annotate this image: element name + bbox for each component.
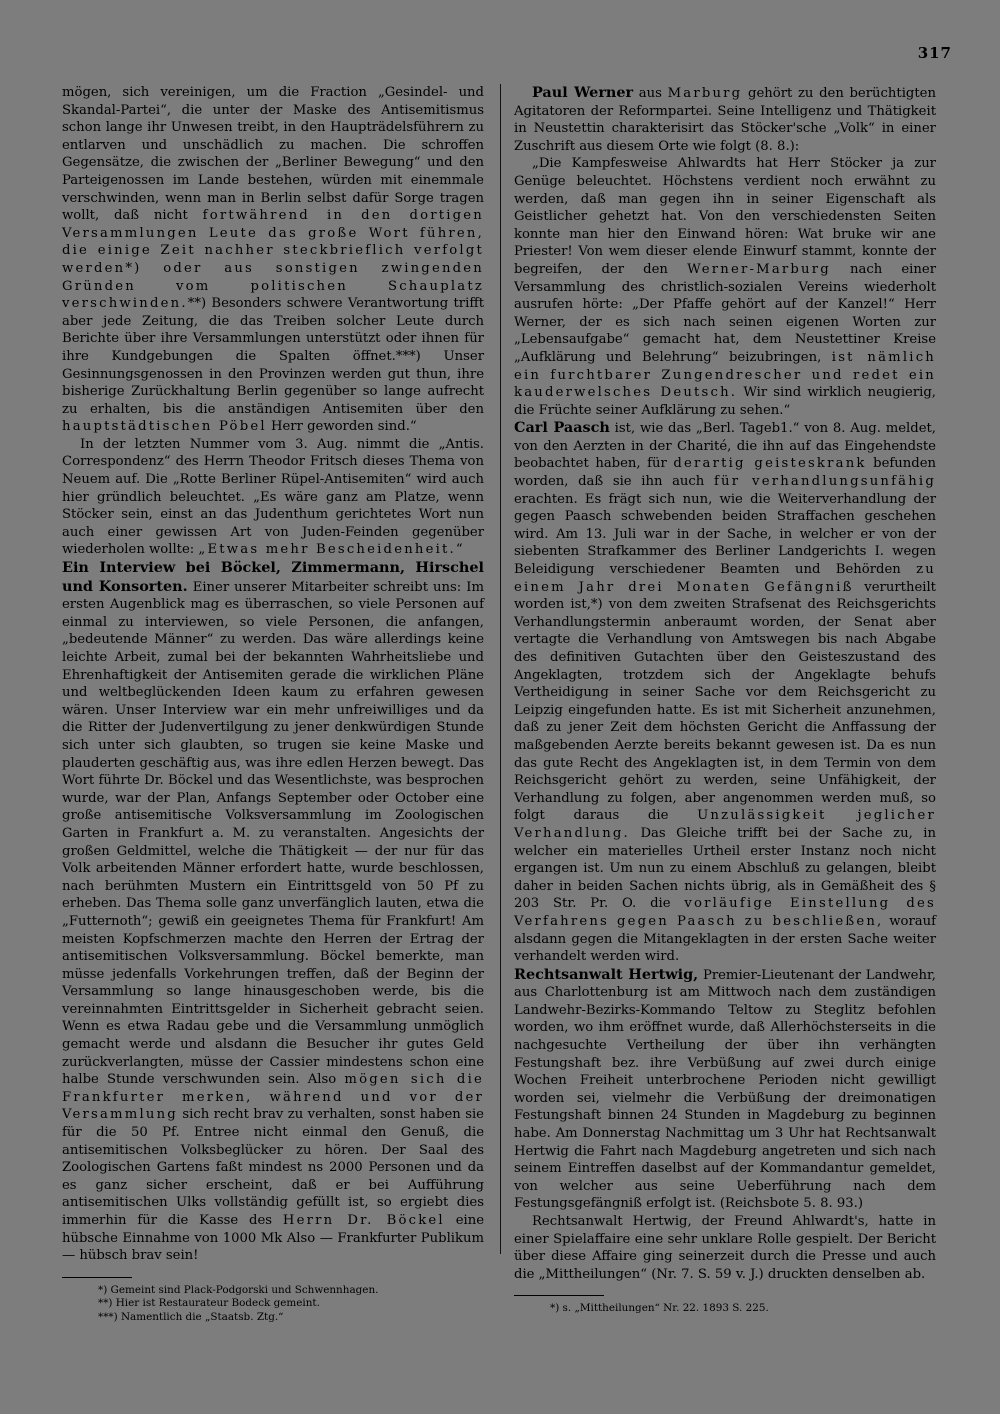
footnote: *) Gemeint sind Plack-Podgorski und Schwennhagen.: [98, 1283, 379, 1296]
column-divider: [500, 84, 501, 1254]
paragraph: mögen, sich vereinigen, um die Fraction „Gesindel- und Skandal-Partei“, die unter der Maske des Antisemitismus schon lange ihr Unwesen treibt, in den Haupträdelsführern zu entlarven und unschädlich zu machen. Die schroffen Gegensätze, die zwischen der „Berliner Bewegung“ und den Parteigenossen im Lande bestehen, würden mit einemmale verschwinden, wenn man in Berlin selbst dafür Sorge tragen wollt, daß nicht fortwährend in den dortigen Versammlungen Leute das große Wort führen, die einige Zeit nachher steckbrieflich verfolgt werden*) oder aus sonstigen zwingenden Gründen vom politischen Schauplatz verschwinden.**) Besonders schwere Verantwortung trifft aber jede Zeitung, die das Treiben solcher Leute durch Berichte über ihre Versammlungen unterstützt oder ihnen für ihre Kundgebungen die Spalten öffnet.***) Unser Gesinnungsgenossen in den Provinzen werden gut thun, ihre bisherige Zurückhaltung Berlin gegenüber so lange aufrecht zu erhalten, bis die anständigen Antisemiten über den hauptstädtischen Pöbel Herr geworden sind.“: [62, 85, 484, 435]
footnote-rule: [62, 1277, 132, 1278]
paragraph: Rechtsanwalt Hertwig, der Freund Ahlwardt's, hatte in einer Spielaffaire eine sehr unklare Rolle gespielt. Der Bericht über diese Affaire ging seinerzeit durch die Presse und auch die „Mittheilungen“ (Nr. 7. S. 59 v. J.) druckten denselben ab.: [514, 1214, 936, 1282]
article-heading: Carl Paasch: [514, 419, 610, 437]
paragraph: Paul Werner aus Marburg gehört zu den berüchtigten Agitatoren der Reformpartei. Seine Intelligenz und Thätigkeit in Neustettin charakterisirt das Stöcker'sche „Volk“ in einer Zuschrift aus diesem Orte wie folgt (8. 8.):: [514, 84, 936, 154]
article-heading: Paul Werner: [532, 84, 634, 101]
paragraph: Ein Interview bei Böckel, Zimmermann, Hirschel und Konsorten. Einer unserer Mitarbeiter schreibt uns: Im ersten Augenblick mag es überraschen, so viele Personen auf einmal zu interviewen, so viele Personen, die anfangen, „bedeutende Männer“ zu werden. Das wäre allerdings keine leichte Arbeit, zumal bei der bekannten Wahrheitsliebe und Ehrenhaftigkeit der Antisemiten gerade die wirklichen Pläne und weltbeglückenden Ideen kaum zu erfahren gewesen wären. Unser Interview war ein mehr unfreiwilliges und da die Ritter der Judenvertilgung zu jener denkwürdigen Stunde sich unter sich glaubten, so trugen sie keine Maske und plauderten geschäftig aus, was ihre edlen Herzen bewegt. Das Wort führte Dr. Böckel und das Wesentlichste, was besprochen wurde, war der Plan, Anfangs September oder October eine große antisemitische Volksversammlung im Zoologischen Garten in Frankfurt a. M. zu veranstalten. Angesichts der großen Geldmittel, welche die Thätigkeit — der nur für das Volk arbeitenden Männer erfordert hatte, wurde beschlossen, nach berühmten Mustern ein Eintrittsgeld von 50 Pf zu erheben. Das Thema solle ganz unverfänglich lauten, etwa die „Futternoth“; gewiß ein geeignetes Thema für Frankfurt! Am meisten Kopfschmerzen machte den Herren der Ertrag der antisemitischen Volksversammlung. Böckel bemerkte, man müsse jedenfalls Vorkehrungen treffen, daß der Beginn der Versammlung so lange hinausgeschoben werde, bis die vereinnahmten Eintrittsgelder in Sicherheit gebracht seien. Wenn es etwa Radau gebe und die Versammlung unmöglich gemacht werde und alsdann die Besucher ihr gutes Geld zurückverlangten, müsse der Cassier mindestens schon eine halbe Stunde verschwunden sein. Also mögen sich die Frankfurter merken, während und vor der Versammlung sich recht brav zu verhalten, sonst haben sie für die 50 Pf. Entree nicht einmal den Genuß, die antisemitischen Volksbeglücker zu hören. Der Saal des Zoologischen Gartens faßt mindest ns 2000 Personen und da es ganz sicher erscheint, daß er bei Aufführung antisemitischen Ulks vollständig gefüllt ist, so ergiebt dies immerhin für die Kasse des Herrn Dr. Böckel eine hübsche Einnahme von 1000 Mk Also — Frankfurter Publikum — hübsch brav sein!: [62, 559, 485, 1264]
paragraph: Rechtsanwalt Hertwig, Premier-Lieutenant der Landwehr, aus Charlottenburg ist am Mittwoch nach dem zuständigen Landwehr-Bezirks-Kommando Teltow zu Steglitz befohlen worden, wo ihm eröffnet wurde, daß Allerhöchsterseits in die nachgesuchte Vertheilung der über ihn verhängten Festungshaft bez. ihre Verbüßung auf zwei durch einige Wochen Freiheit unterbrochene Perioden nicht gewilligt worden sei, vielmehr die Verbüßung der dreimonatigen Festungshaft binnen 24 Stunden in Magdeburg zu beginnen habe. Am Donnerstag Nachmittag um 3 Uhr hat Rechtsanwalt Hertwig die Fahrt nach Magdeburg angetreten und sich nach seinem Eintreffen daselbst auf der Kommandantur gemeldet, von welcher aus seine Ueberführung nach dem Festungsgefängniß erfolgt ist. (Reichsbote 5. 8. 93.): [514, 965, 936, 1212]
paragraph: Carl Paasch ist, wie das „Berl. Tageb1.“ von 8. Aug. meldet, von den Aerzten in der Charité, die ihn auf das Eingehendste beobachtet haben, für derartig geisteskrank befunden worden, daß sie ihn auch für verhandlungsunfähig erachten. Es frägt sich nun, wie die Weiterverhandlung der gegen Paasch schwebenden beiden Straffachen geschehen wird. Am 13. Juli war in der Sache, in welcher er von der siebenten Strafkammer des Berliner Landgerichts I. wegen Beleidigung verschiedener Beamten und Behörden zu einem Jahr drei Monaten Gefängniß verurtheilt worden ist,*) von dem zweiten Strafsenat des Reichsgerichts Verhandlungstermin anberaumt worden, der Senat aber vertagte die Verhandlung von Amtswegen bis nach Abgabe des definitiven Gutachten über den Geisteszustand des Angeklagten, trotzdem sich der Angeklagte behufs Vertheidigung in seiner Sache vor dem Reichsgericht zu Leipzig eingefunden hatte. Es ist mit Sicherheit anzunehmen, daß zu jener Zeit dem höchsten Gericht die Anffassung der maßgebenden Aerzte bereits bekannt gewesen ist. Da es nun das gute Recht des Angeklagten ist, in dem Termin von dem Reichsgericht gehört zu werden, seine Unfähigkeit, der Verhandlung zu folgen, aber angenommen werden muß, so folgt daraus die Unzulässigkeit jeglicher Verhandlung. Das Gleiche trifft bei der Sache zu, in welcher ein materielles Urtheil erster Instanz noch nicht ergangen ist. Um nun zu einem Abschluß zu gelangen, bleibt daher in beiden Sachen nichts übrig, als in Gemäßheit des § 203 Str. Pr. O. die vorläufige Einstellung des Verfahrens gegen Paasch zu beschließen, worauf alsdann gegen die Mitangeklagten in der ersten Sache weiter verhandelt werden wird.: [514, 419, 937, 965]
paragraph: In der letzten Nummer vom 3. Aug. nimmt die „Antis. Correspondenz“ des Herrn Theodor Fritsch dieses Thema von Neuem auf. Die „Rotte Berliner Rüpel-Antisemiten“ wird auch hier gründlich beleuchtet. „Es wäre ganz am Platze, wenn Stöcker sein, einst an das Judenthum gerichtetes Wort nun auch einer gewissen Art von Juden-Feinden gegenüber wiederholen wollte: „Etwas mehr Bescheidenheit.“: [62, 436, 484, 558]
left-column: [62, 84, 484, 1325]
footnote: **) Hier ist Restaurateur Bodeck gemeint.: [98, 1297, 320, 1310]
footnote: *) s. „Mittheilungen“ Nr. 22. 1893 S. 225.: [550, 1302, 769, 1315]
footnote-rule: [514, 1295, 604, 1296]
page-number: 317: [917, 44, 952, 62]
right-column: [514, 84, 936, 1316]
article-heading: Ein Interview bei Böckel, Zimmermann, Hirschel und Konsorten.: [62, 559, 484, 595]
footnote: ***) Namentlich die „Staatsb. Ztg.“: [98, 1310, 284, 1323]
article-heading: Rechtsanwalt Hertwig,: [514, 965, 699, 983]
paragraph: „Die Kampfesweise Ahlwardts hat Herr Stöcker ja zur Genüge beleuchtet. Höchstens verdient noch erwähnt zu werden, daß man gegen ihn in seiner Eigenschaft als Geistlicher gehetzt hat. Von den verschiedensten Seiten konnte man hier den Einwand hören: Wat bruke wir ane Priester! Von wem dieser elende Einwurf stammt, konnte der begreifen, der den Werner-Marburg nach einer Versammlung des christlich-sozialen Vereins wiederholt ausrufen hörte: „Der Pfaffe gehört auf der Kanzel!“ Herr Werner, der es sich nach seinen eigenen Worten zur „Lebensaufgabe“ gemacht hat, dem Neustettiner Kreise „Aufklärung und Belehrung“ beizubringen, ist nämlich ein furchtbarer Zungendrescher und redet ein kauderwelsches Deutsch. Wir sind wirklich neugierig, die Früchte seiner Aufklärung zu sehen.“: [514, 156, 937, 418]
